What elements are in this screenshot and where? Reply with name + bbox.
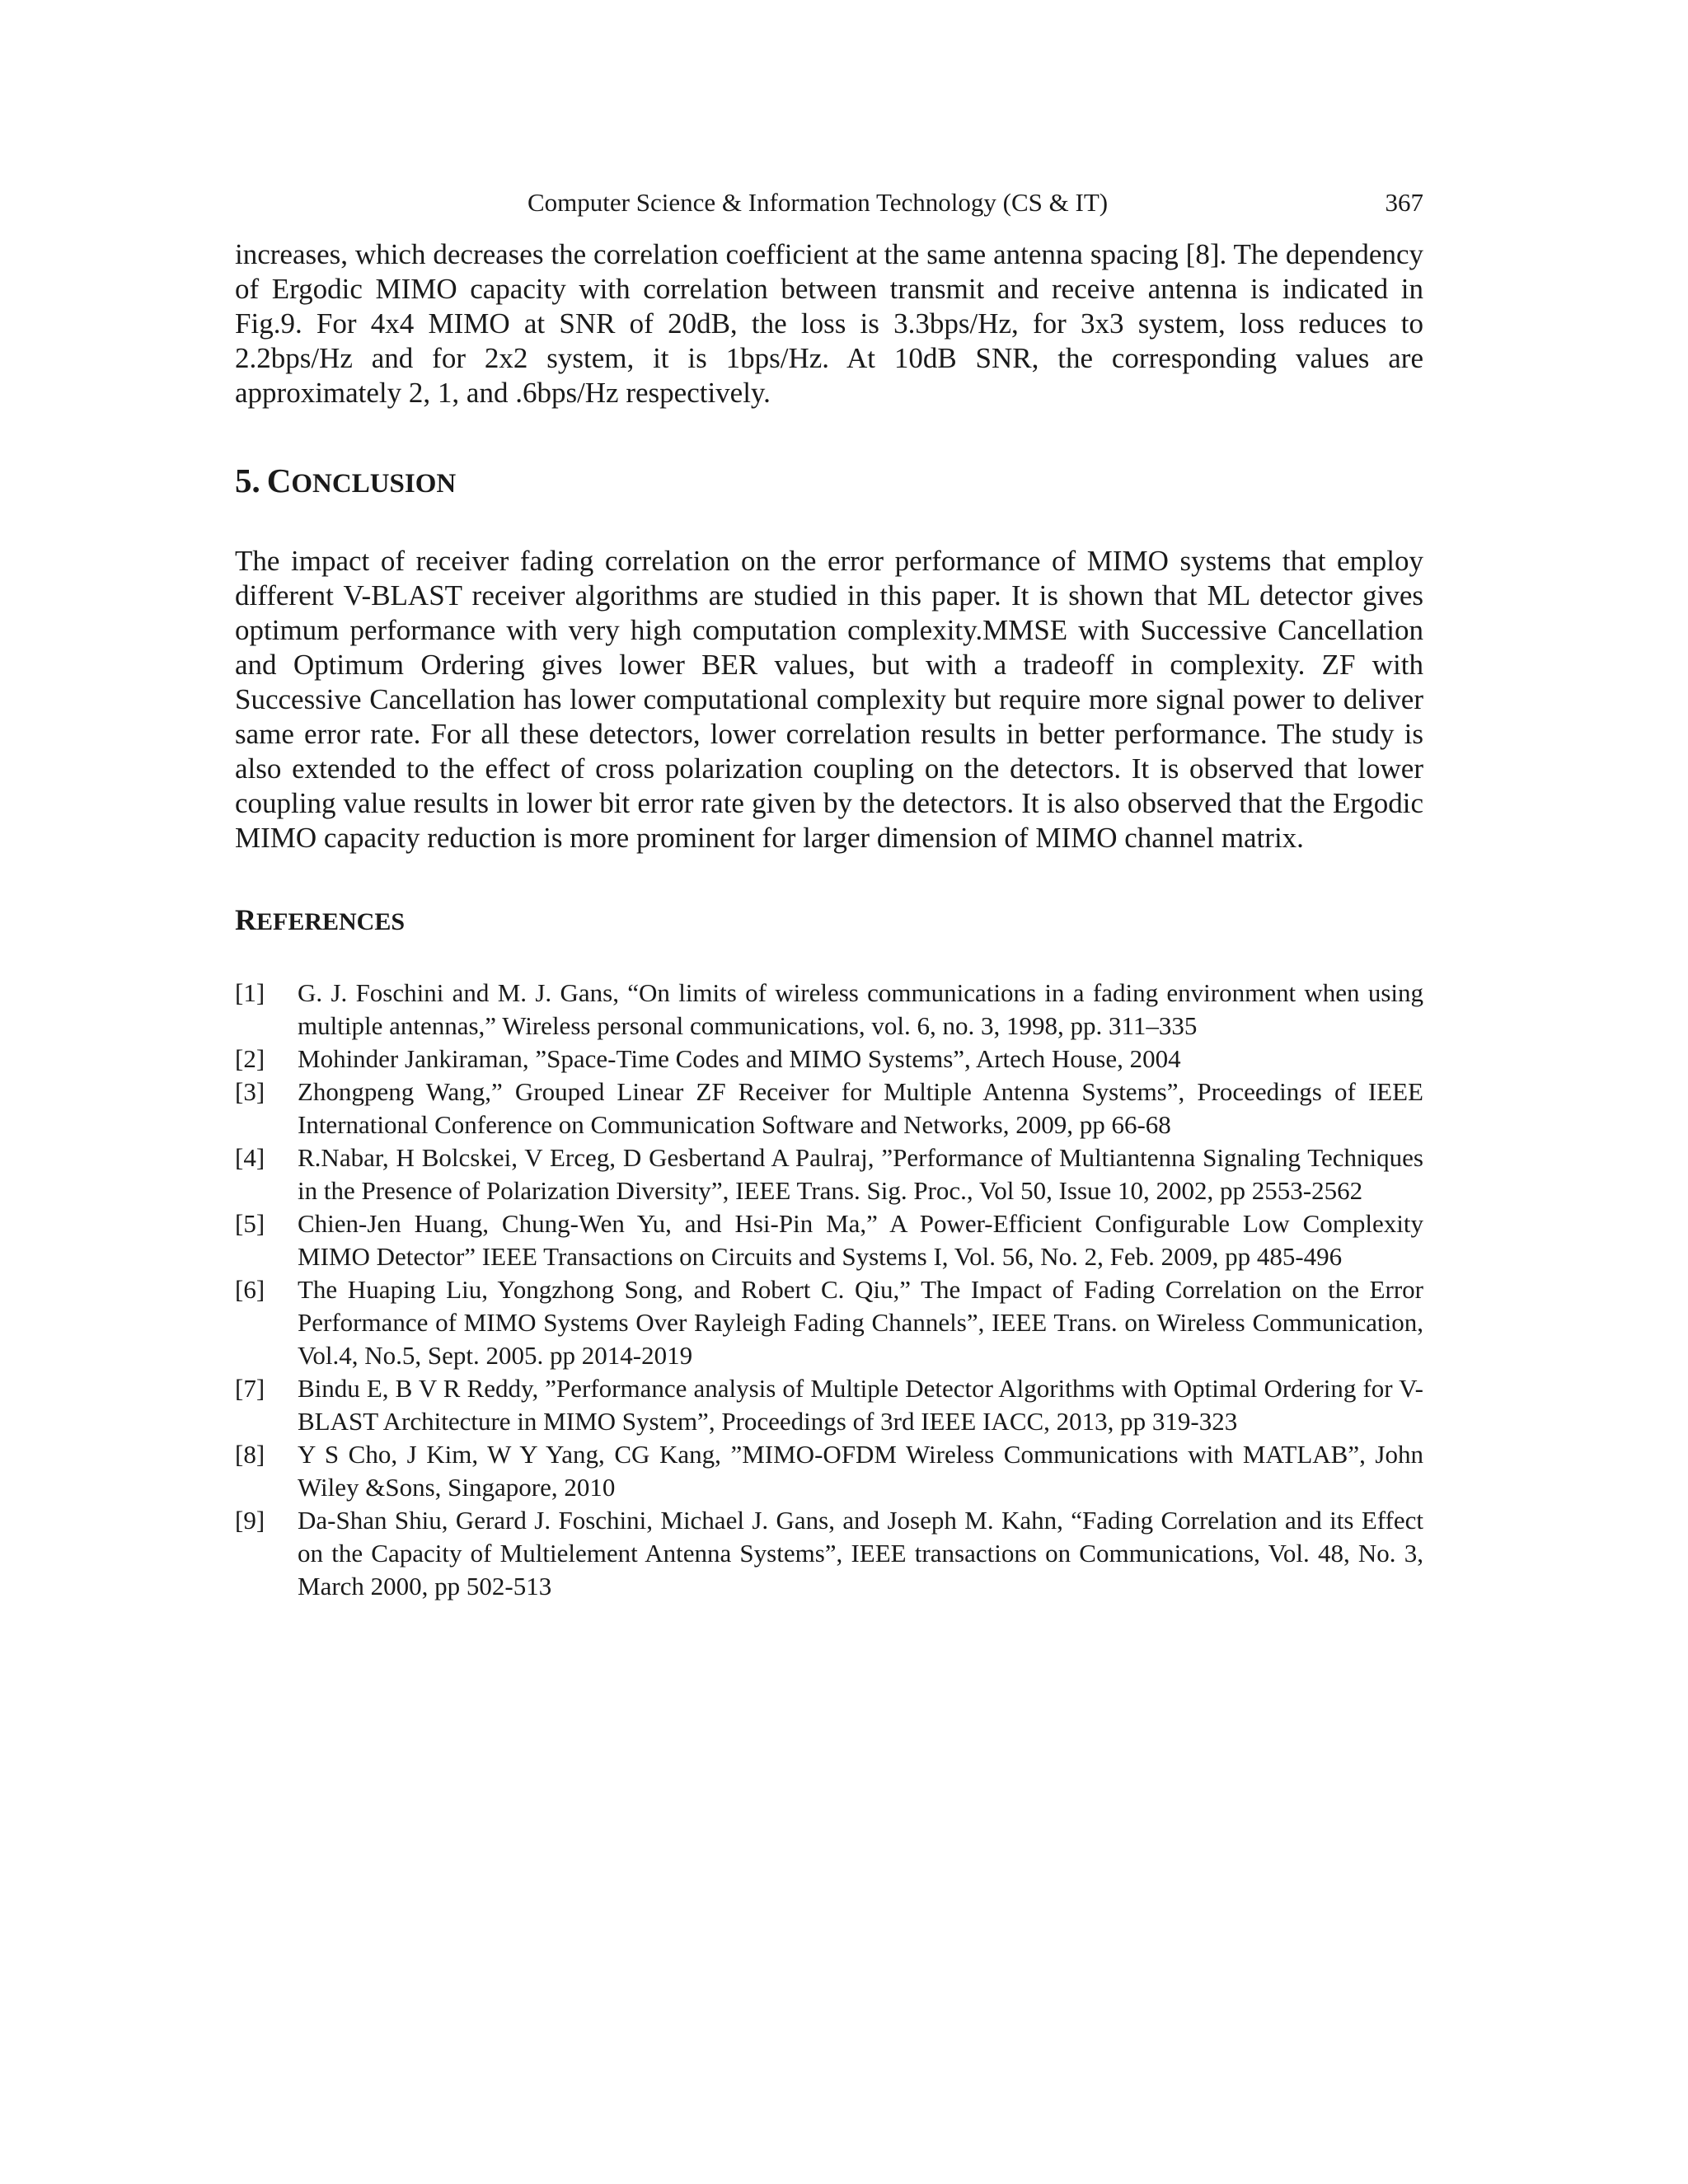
reference-item <box>235 1207 1423 1273</box>
reference-item <box>235 977 1423 1043</box>
reference-text: R.Nabar, H Bolcskei, V Erceg, D Gesbertand A Paulraj, ”Performance of Multiantenna Signaling Techniques in the Presence of Polarization Diversity”, IEEE Trans. Sig. Proc., Vol 50, Issue 10, 2002, pp 2553-2562 <box>298 1143 1423 1205</box>
reference-item <box>235 1372 1423 1438</box>
reference-number: [9] <box>235 1506 265 1535</box>
references-title-rest: EFERENCES <box>256 908 406 935</box>
reference-number: [2] <box>235 1044 265 1073</box>
references-title-initial: R <box>235 903 256 936</box>
reference-text: Bindu E, B V R Reddy, ”Performance analysis of Multiple Detector Algorithms with Optimal Ordering for V-BLAST Architecture in MIMO System”, Proceedings of 3rd IEEE IACC, 2013, pp 319-323 <box>298 1374 1423 1436</box>
section-number: 5. <box>235 462 260 499</box>
page <box>235 183 1423 1603</box>
reference-number: [7] <box>235 1374 265 1403</box>
reference-number: [3] <box>235 1077 265 1106</box>
reference-text: Y S Cho, J Kim, W Y Yang, CG Kang, ”MIMO-OFDM Wireless Communications with MATLAB”, John Wiley &Sons, Singapore, 2010 <box>298 1440 1423 1502</box>
reference-text: Chien-Jen Huang, Chung-Wen Yu, and Hsi-Pin Ma,” A Power-Efficient Configurable Low Complexity MIMO Detector” IEEE Transactions on Circuits and Systems I, Vol. 56, No. 2, Feb. 2009, pp 485-496 <box>298 1209 1423 1271</box>
running-head <box>235 183 1423 223</box>
reference-number: [1] <box>235 978 265 1007</box>
intro-paragraph: increases, which decreases the correlation coefficient at the same antenna spacing [8]. The dependency of Ergodic MIMO capacity with correlation between transmit and receive antenna is indicated in Fig.9. For 4x4 MIMO at SNR of 20dB, the loss is 3.3bps/Hz, for 3x3 system, loss reduces to 2.2bps/Hz and for 2x2 system, it is 1bps/Hz. At 10dB SNR, the corresponding values are approximately 2, 1, and .6bps/Hz respectively. <box>235 238 1423 409</box>
reference-item <box>235 1141 1423 1207</box>
reference-number: [8] <box>235 1440 265 1469</box>
reference-item <box>235 1273 1423 1372</box>
references-heading <box>235 902 1423 940</box>
reference-text: Mohinder Jankiraman, ”Space-Time Codes and MIMO Systems”, Artech House, 2004 <box>298 1044 1181 1073</box>
reference-text: G. J. Foschini and M. J. Gans, “On limits of wireless communications in a fading environment when using multiple antennas,” Wireless personal communications, vol. 6, no. 3, 1998, pp. 311–335 <box>298 978 1423 1040</box>
reference-item <box>235 1504 1423 1603</box>
conclusion-paragraph: The impact of receiver fading correlation on the error performance of MIMO systems that employ different V-BLAST receiver algorithms are studied in this paper. It is shown that ML detector gives optimum performance with very high computation complexity.MMSE with Successive Cancellation and Optimum Ordering gives lower BER values, but with a tradeoff in complexity. ZF with Successive Cancellation has lower computational complexity but require more signal power to deliver same error rate. For all these detectors, lower correlation results in better performance. The study is also extended to the effect of cross polarization coupling on the detectors. It is observed that lower coupling value results in lower bit error rate given by the detectors. It is also observed that the Ergodic MIMO capacity reduction is more prominent for larger dimension of MIMO channel matrix. <box>235 545 1423 854</box>
section-title-initial: C <box>266 462 292 499</box>
reference-item <box>235 1438 1423 1504</box>
reference-text: Zhongpeng Wang,” Grouped Linear ZF Receiver for Multiple Antenna Systems”, Proceedings of IEEE International Conference on Communication Software and Networks, 2009, pp 66-68 <box>298 1077 1423 1139</box>
journal-title: Computer Science & Information Technology (CS & IT) <box>528 188 1109 217</box>
section-title-rest: ONCLUSION <box>291 469 457 499</box>
page-number: 367 <box>1385 188 1423 217</box>
conclusion-heading <box>235 460 1423 504</box>
reference-number: [6] <box>235 1275 265 1304</box>
reference-item <box>235 1043 1423 1076</box>
reference-number: [5] <box>235 1209 265 1238</box>
reference-list <box>235 977 1423 1603</box>
reference-item <box>235 1076 1423 1141</box>
reference-text: Da-Shan Shiu, Gerard J. Foschini, Michael J. Gans, and Joseph M. Kahn, “Fading Correlation and its Effect on the Capacity of Multielement Antenna Systems”, IEEE transactions on Communications, Vol. 48, No. 3, March 2000, pp 502-513 <box>298 1506 1423 1601</box>
reference-number: [4] <box>235 1143 265 1172</box>
reference-text: The Huaping Liu, Yongzhong Song, and Robert C. Qiu,” The Impact of Fading Correlation on the Error Performance of MIMO Systems Over Rayleigh Fading Channels”, IEEE Trans. on Wireless Communication, Vol.4, No.5, Sept. 2005. pp 2014-2019 <box>298 1275 1423 1370</box>
